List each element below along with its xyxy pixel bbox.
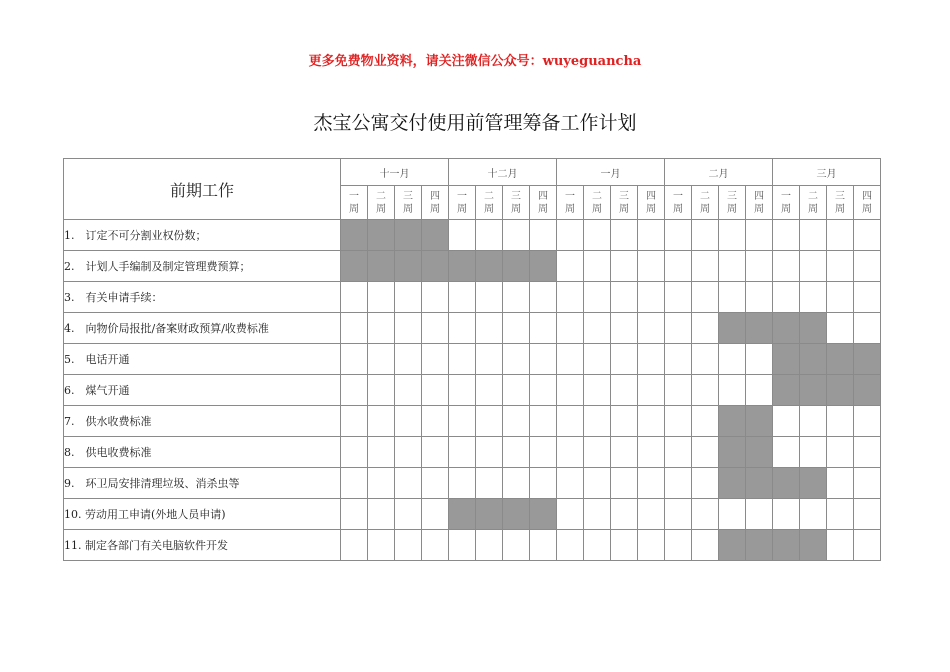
schedule-cell: [476, 530, 503, 561]
week-header: 四 周: [746, 186, 773, 220]
task-row: [64, 375, 881, 406]
schedule-cell: [854, 530, 881, 561]
schedule-cell-filled: [395, 220, 422, 251]
schedule-cell: [611, 282, 638, 313]
schedule-cell: [584, 313, 611, 344]
schedule-cell: [530, 220, 557, 251]
schedule-cell: [611, 468, 638, 499]
task-label: 10. 劳动用工申请(外地人员申请): [64, 499, 341, 530]
schedule-cell: [638, 344, 665, 375]
schedule-cell: [800, 282, 827, 313]
schedule-cell: [476, 313, 503, 344]
schedule-cell-filled: [773, 344, 800, 375]
schedule-cell: [692, 499, 719, 530]
schedule-cell-filled: [773, 530, 800, 561]
schedule-cell: [692, 530, 719, 561]
schedule-cell: [530, 375, 557, 406]
schedule-cell: [476, 220, 503, 251]
schedule-cell-filled: [800, 344, 827, 375]
task-row: [64, 220, 881, 251]
week-header: 一 周: [665, 186, 692, 220]
schedule-cell: [422, 530, 449, 561]
schedule-cell: [638, 313, 665, 344]
schedule-cell: [638, 251, 665, 282]
month-header: 二月: [665, 159, 773, 186]
schedule-cell: [395, 499, 422, 530]
week-header: 一 周: [773, 186, 800, 220]
schedule-cell: [449, 468, 476, 499]
schedule-cell: [584, 468, 611, 499]
schedule-cell: [341, 468, 368, 499]
schedule-cell: [692, 375, 719, 406]
gantt-table: [63, 158, 881, 561]
schedule-cell-filled: [476, 251, 503, 282]
schedule-cell: [827, 499, 854, 530]
schedule-cell: [584, 499, 611, 530]
schedule-cell: [422, 375, 449, 406]
schedule-cell: [449, 375, 476, 406]
task-row: [64, 406, 881, 437]
schedule-cell: [530, 282, 557, 313]
schedule-cell: [341, 344, 368, 375]
week-header: 二 周: [368, 186, 395, 220]
schedule-cell: [557, 344, 584, 375]
schedule-cell: [584, 282, 611, 313]
task-label: 1. 订定不可分割业权份数；: [64, 220, 341, 251]
schedule-cell: [665, 282, 692, 313]
schedule-cell: [341, 499, 368, 530]
schedule-cell: [530, 406, 557, 437]
schedule-cell: [665, 468, 692, 499]
schedule-cell: [503, 437, 530, 468]
week-header: 三 周: [503, 186, 530, 220]
schedule-cell: [476, 437, 503, 468]
schedule-cell: [422, 282, 449, 313]
schedule-cell: [368, 313, 395, 344]
schedule-cell: [503, 282, 530, 313]
schedule-cell: [476, 468, 503, 499]
week-header: 三 周: [611, 186, 638, 220]
schedule-cell: [746, 282, 773, 313]
schedule-cell: [746, 375, 773, 406]
schedule-cell: [854, 499, 881, 530]
schedule-cell: [719, 499, 746, 530]
schedule-cell: [854, 251, 881, 282]
schedule-cell-filled: [719, 313, 746, 344]
week-header: 一 周: [557, 186, 584, 220]
schedule-cell: [800, 251, 827, 282]
schedule-cell: [611, 344, 638, 375]
schedule-cell: [800, 406, 827, 437]
schedule-cell: [773, 282, 800, 313]
schedule-cell: [530, 313, 557, 344]
schedule-cell: [557, 499, 584, 530]
schedule-cell: [584, 437, 611, 468]
schedule-cell: [854, 406, 881, 437]
schedule-cell: [827, 282, 854, 313]
schedule-cell: [692, 282, 719, 313]
schedule-cell: [341, 313, 368, 344]
week-header: 二 周: [476, 186, 503, 220]
task-label: 6. 煤气开通: [64, 375, 341, 406]
schedule-cell: [449, 530, 476, 561]
schedule-cell: [773, 406, 800, 437]
schedule-cell: [638, 220, 665, 251]
schedule-cell: [503, 344, 530, 375]
schedule-cell: [854, 282, 881, 313]
schedule-cell: [449, 406, 476, 437]
schedule-cell-filled: [773, 468, 800, 499]
schedule-cell-filled: [854, 344, 881, 375]
schedule-cell: [692, 468, 719, 499]
schedule-cell: [773, 499, 800, 530]
schedule-cell: [341, 406, 368, 437]
schedule-cell: [584, 344, 611, 375]
schedule-cell: [449, 437, 476, 468]
schedule-cell-filled: [503, 499, 530, 530]
task-label: 7. 供水收费标准: [64, 406, 341, 437]
schedule-cell: [395, 530, 422, 561]
schedule-cell: [557, 437, 584, 468]
task-row: [64, 313, 881, 344]
week-header: 四 周: [422, 186, 449, 220]
task-row: [64, 282, 881, 313]
schedule-cell-filled: [368, 220, 395, 251]
schedule-cell-filled: [746, 468, 773, 499]
schedule-cell: [476, 344, 503, 375]
schedule-cell: [611, 251, 638, 282]
schedule-cell: [773, 251, 800, 282]
schedule-cell: [827, 220, 854, 251]
schedule-cell: [584, 220, 611, 251]
schedule-cell: [530, 344, 557, 375]
schedule-cell: [557, 282, 584, 313]
schedule-cell-filled: [395, 251, 422, 282]
schedule-cell-filled: [449, 251, 476, 282]
task-row: [64, 344, 881, 375]
schedule-cell: [395, 313, 422, 344]
schedule-cell: [719, 282, 746, 313]
schedule-cell: [557, 220, 584, 251]
schedule-cell: [476, 375, 503, 406]
schedule-cell-filled: [800, 375, 827, 406]
schedule-cell-filled: [800, 468, 827, 499]
week-header: 三 周: [827, 186, 854, 220]
schedule-cell: [746, 220, 773, 251]
schedule-cell: [800, 437, 827, 468]
month-header: 三月: [773, 159, 881, 186]
task-row: [64, 251, 881, 282]
schedule-cell-filled: [530, 499, 557, 530]
schedule-cell: [827, 406, 854, 437]
schedule-cell: [665, 437, 692, 468]
page-title: 杰宝公寓交付使用前管理筹备工作计划: [313, 112, 637, 134]
schedule-cell: [827, 468, 854, 499]
schedule-cell: [530, 530, 557, 561]
schedule-cell-filled: [530, 251, 557, 282]
schedule-cell: [368, 344, 395, 375]
schedule-cell: [368, 437, 395, 468]
schedule-cell-filled: [827, 344, 854, 375]
month-header: 十二月: [449, 159, 557, 186]
schedule-cell: [422, 437, 449, 468]
task-row: [64, 499, 881, 530]
schedule-cell: [395, 375, 422, 406]
schedule-cell: [557, 313, 584, 344]
schedule-cell-filled: [746, 406, 773, 437]
schedule-cell-filled: [422, 220, 449, 251]
schedule-cell: [611, 375, 638, 406]
schedule-cell: [557, 406, 584, 437]
schedule-cell: [557, 251, 584, 282]
schedule-cell: [746, 499, 773, 530]
week-header: 二 周: [800, 186, 827, 220]
month-header: 十一月: [341, 159, 449, 186]
schedule-cell: [665, 251, 692, 282]
schedule-cell: [368, 282, 395, 313]
schedule-cell: [611, 220, 638, 251]
schedule-cell: [638, 437, 665, 468]
schedule-cell-filled: [746, 437, 773, 468]
schedule-cell: [746, 251, 773, 282]
schedule-cell-filled: [719, 406, 746, 437]
schedule-cell-filled: [827, 375, 854, 406]
schedule-cell: [449, 220, 476, 251]
schedule-cell: [584, 406, 611, 437]
schedule-cell: [449, 344, 476, 375]
task-row: [64, 468, 881, 499]
schedule-cell: [854, 220, 881, 251]
schedule-cell: [584, 375, 611, 406]
schedule-cell: [692, 437, 719, 468]
schedule-cell: [368, 499, 395, 530]
schedule-cell: [638, 375, 665, 406]
schedule-cell: [665, 344, 692, 375]
schedule-cell: [422, 468, 449, 499]
week-header: 三 周: [719, 186, 746, 220]
task-label: 9. 环卫局安排清理垃圾、消杀虫等: [64, 468, 341, 499]
schedule-cell: [503, 220, 530, 251]
schedule-cell: [827, 313, 854, 344]
schedule-cell: [341, 530, 368, 561]
schedule-cell: [854, 437, 881, 468]
schedule-cell-filled: [341, 251, 368, 282]
schedule-cell: [476, 282, 503, 313]
schedule-cell: [800, 499, 827, 530]
schedule-cell: [449, 282, 476, 313]
schedule-cell: [422, 344, 449, 375]
schedule-cell: [638, 406, 665, 437]
schedule-cell: [395, 406, 422, 437]
schedule-cell: [665, 313, 692, 344]
schedule-cell: [476, 406, 503, 437]
week-header: 四 周: [530, 186, 557, 220]
schedule-cell-filled: [719, 437, 746, 468]
schedule-cell: [746, 344, 773, 375]
work-column-header: 前期工作: [64, 159, 341, 220]
schedule-cell-filled: [503, 251, 530, 282]
week-header: 三 周: [395, 186, 422, 220]
schedule-cell: [584, 530, 611, 561]
schedule-cell: [530, 468, 557, 499]
schedule-cell: [422, 499, 449, 530]
schedule-cell-filled: [368, 251, 395, 282]
schedule-cell: [827, 251, 854, 282]
week-header: 一 周: [341, 186, 368, 220]
schedule-cell: [368, 375, 395, 406]
schedule-cell: [665, 499, 692, 530]
schedule-cell: [827, 530, 854, 561]
schedule-cell: [692, 313, 719, 344]
schedule-cell: [773, 220, 800, 251]
schedule-cell: [611, 406, 638, 437]
schedule-cell: [800, 220, 827, 251]
schedule-cell-filled: [449, 499, 476, 530]
week-header: 一 周: [449, 186, 476, 220]
task-label: 5. 电话开通: [64, 344, 341, 375]
schedule-cell: [422, 313, 449, 344]
schedule-cell: [368, 530, 395, 561]
schedule-cell: [638, 468, 665, 499]
schedule-cell: [719, 220, 746, 251]
schedule-cell: [341, 375, 368, 406]
schedule-cell: [503, 468, 530, 499]
task-list: [64, 220, 881, 561]
schedule-cell: [638, 499, 665, 530]
week-header: 四 周: [854, 186, 881, 220]
schedule-cell: [422, 406, 449, 437]
month-header-row: [64, 159, 881, 186]
schedule-cell: [530, 437, 557, 468]
schedule-cell-filled: [746, 530, 773, 561]
schedule-cell: [503, 313, 530, 344]
schedule-cell: [395, 282, 422, 313]
schedule-cell: [368, 468, 395, 499]
schedule-cell-filled: [476, 499, 503, 530]
schedule-cell: [395, 344, 422, 375]
schedule-cell: [692, 251, 719, 282]
schedule-cell: [557, 468, 584, 499]
schedule-cell: [368, 406, 395, 437]
schedule-cell: [395, 437, 422, 468]
schedule-cell-filled: [746, 313, 773, 344]
schedule-cell: [854, 468, 881, 499]
task-label: 11. 制定各部门有关电脑软件开发: [64, 530, 341, 561]
schedule-cell: [584, 251, 611, 282]
schedule-cell: [341, 437, 368, 468]
schedule-cell: [611, 313, 638, 344]
schedule-cell: [557, 375, 584, 406]
schedule-cell: [665, 530, 692, 561]
schedule-cell: [611, 530, 638, 561]
schedule-cell: [638, 530, 665, 561]
schedule-cell: [854, 313, 881, 344]
week-header: 二 周: [692, 186, 719, 220]
schedule-cell: [449, 313, 476, 344]
schedule-cell: [719, 251, 746, 282]
schedule-cell-filled: [854, 375, 881, 406]
schedule-cell: [611, 437, 638, 468]
schedule-cell-filled: [719, 530, 746, 561]
task-row: [64, 437, 881, 468]
schedule-cell: [692, 344, 719, 375]
schedule-cell: [503, 406, 530, 437]
schedule-cell: [692, 406, 719, 437]
schedule-cell: [557, 530, 584, 561]
week-header: 二 周: [584, 186, 611, 220]
week-header: 四 周: [638, 186, 665, 220]
schedule-cell: [827, 437, 854, 468]
schedule-cell-filled: [800, 313, 827, 344]
schedule-cell-filled: [773, 375, 800, 406]
schedule-cell: [665, 406, 692, 437]
schedule-cell: [395, 468, 422, 499]
task-row: [64, 530, 881, 561]
schedule-cell: [638, 282, 665, 313]
schedule-cell: [665, 375, 692, 406]
schedule-cell-filled: [800, 530, 827, 561]
schedule-cell-filled: [719, 468, 746, 499]
schedule-cell-filled: [341, 220, 368, 251]
task-label: 2. 计划人手编制及制定管理费预算；: [64, 251, 341, 282]
schedule-cell: [503, 530, 530, 561]
schedule-cell: [611, 499, 638, 530]
schedule-cell: [503, 375, 530, 406]
task-label: 8. 供电收费标准: [64, 437, 341, 468]
schedule-cell: [719, 344, 746, 375]
promo-banner: 更多免费物业资料，请关注微信公众号：wuyeguancha: [308, 54, 642, 69]
schedule-cell-filled: [422, 251, 449, 282]
schedule-cell: [773, 437, 800, 468]
task-label: 3. 有关申请手续：: [64, 282, 341, 313]
task-label: 4. 向物价局报批/备案财政预算/收费标准: [64, 313, 341, 344]
schedule-cell: [665, 220, 692, 251]
schedule-cell: [341, 282, 368, 313]
schedule-cell: [692, 220, 719, 251]
month-header: 一月: [557, 159, 665, 186]
schedule-cell: [719, 375, 746, 406]
schedule-cell-filled: [773, 313, 800, 344]
